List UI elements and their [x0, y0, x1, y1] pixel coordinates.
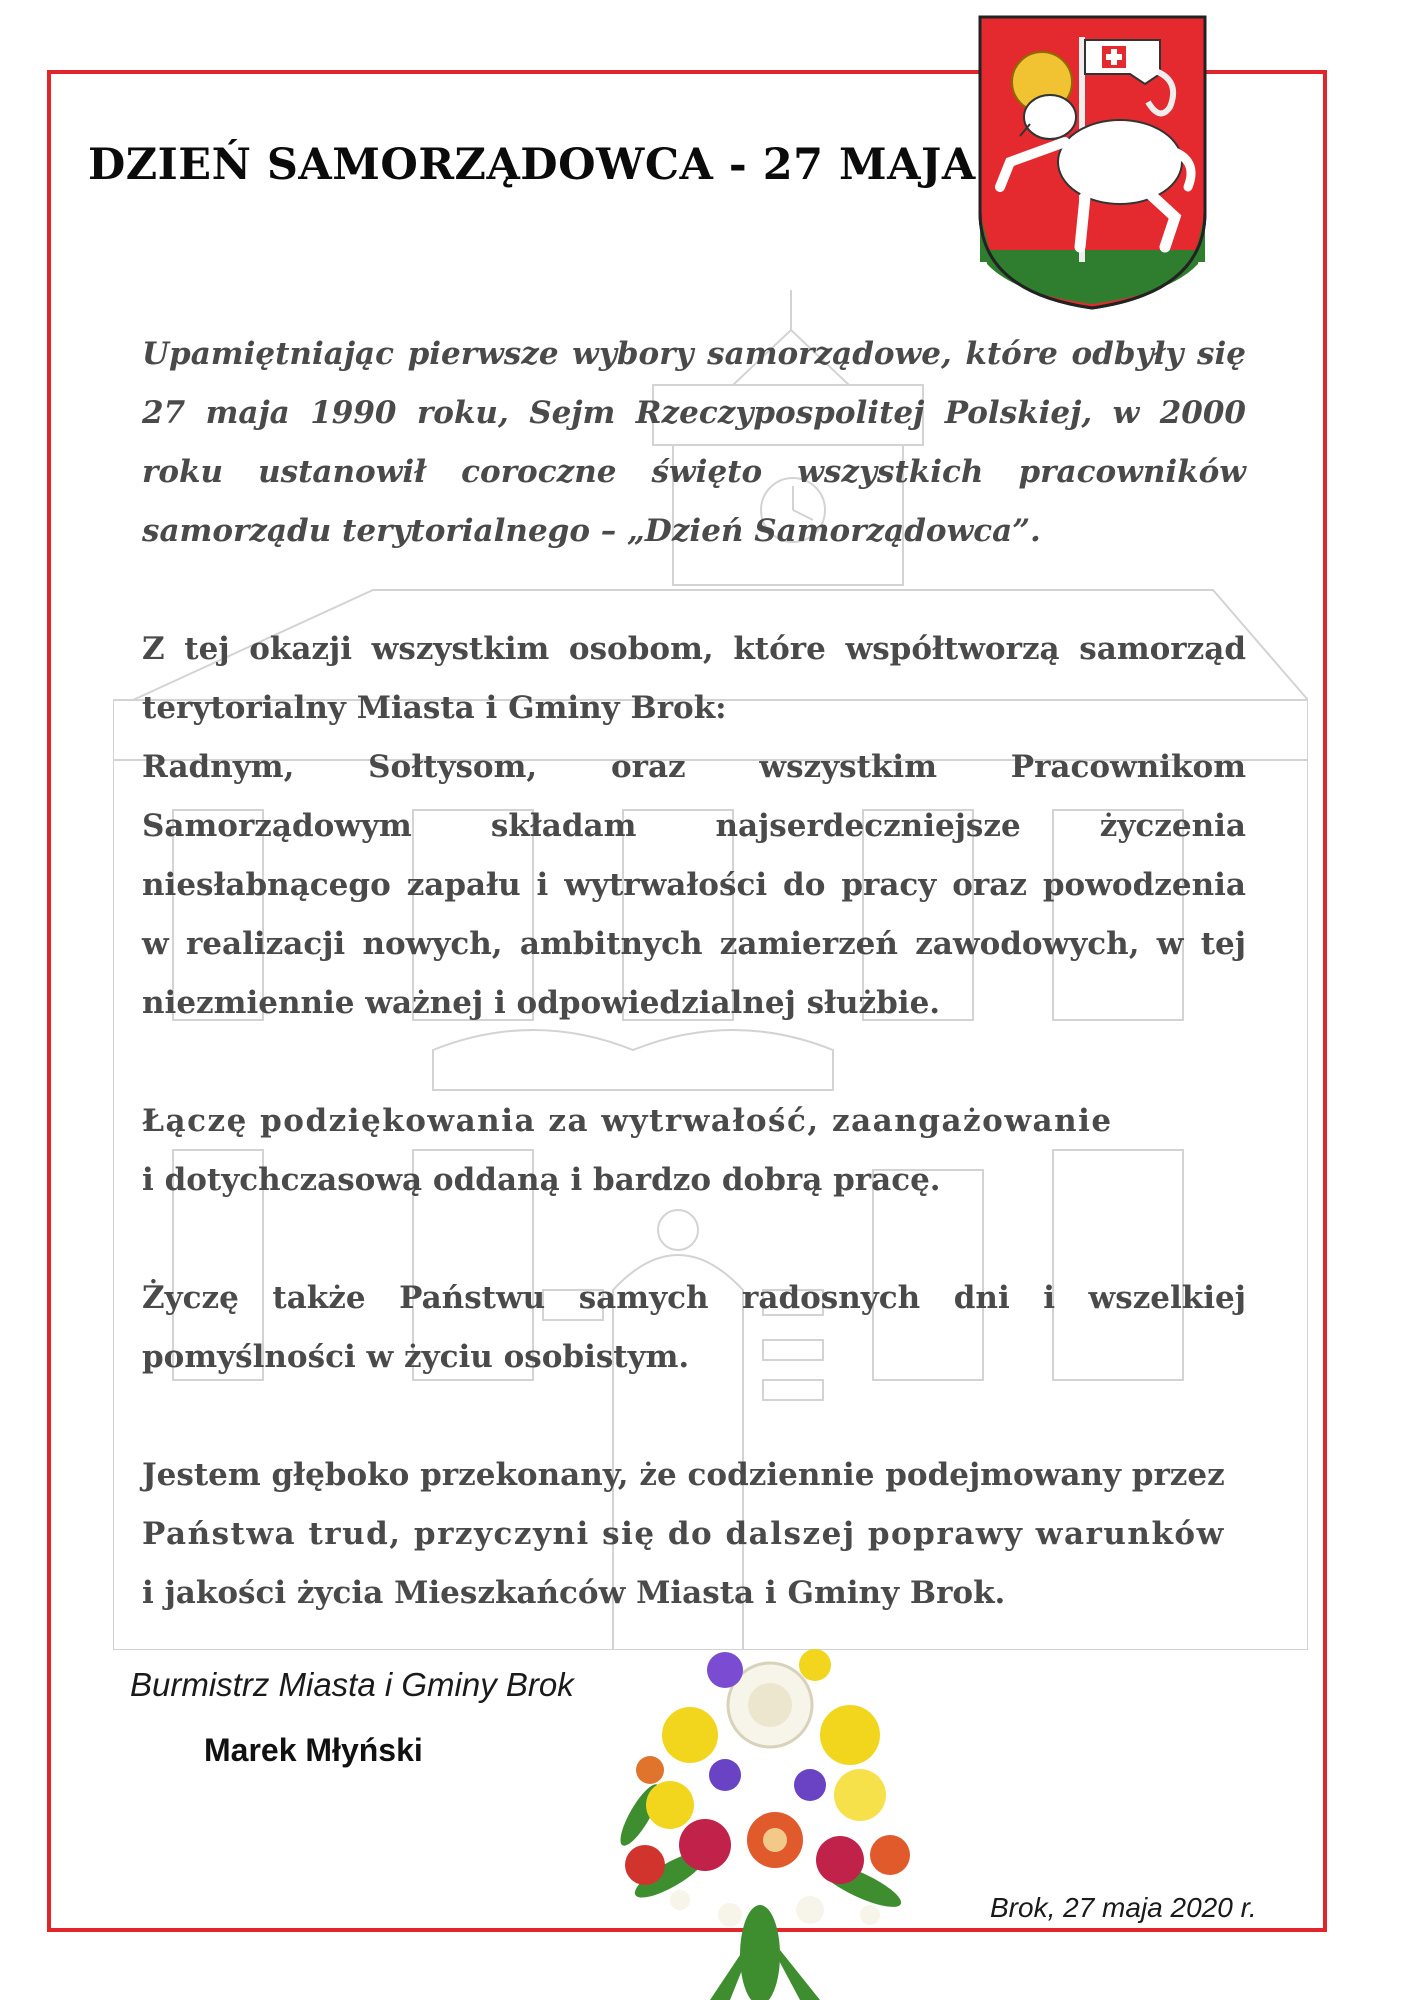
coat-of-arms-icon [970, 12, 1215, 312]
paragraph-addressees: Radnym, Sołtysom, oraz wszystkim Pracownikom [142, 749, 1246, 785]
signature-name: Marek Młyński [204, 1732, 423, 1768]
paragraph-occasion: Z tej okazji wszystkim osobom, które współtworzą samorząd terytorialny Miasta i Gminy Brok: [142, 631, 1246, 726]
letter-date: Brok, 27 maja 2020 r. [990, 1892, 1257, 1923]
paragraph-thanks-line1: Łączę podziękowania za wytrwałość, zaangażowanie [142, 1103, 1113, 1139]
paragraph-personal-wishes: Życzę także Państwu samych radosnych dni i wszelkiej pomyślności w życiu osobistym. [142, 1280, 1246, 1375]
signature-role: Burmistrz Miasta i Gminy Brok [130, 1666, 574, 1703]
letter-body [142, 325, 1246, 1623]
paragraph-conviction-line2: Państwa trud, przyczyni się do dalszej poprawy warunków [142, 1516, 1225, 1552]
paragraph-intro: 27 maja 1990 roku, Sejm Rzeczypospolitej Polskiej, w 2000 roku ustanowił coroczne święto wszystkich pracowników samorządu terytorialnego – „Dzień Samorządowca”. [142, 395, 1246, 549]
paragraph-wishes: Samorządowym składam najserdeczniejsze życzenia niesłabnącego zapału i wytrwałości do pracy oraz powodzenia w realizacji nowych, ambitnych zamierzeń zawodowych, w tej niezmiennie ważnej i odpowiedzialnej służbie. [142, 808, 1246, 1021]
flower-bouquet-icon [560, 1625, 960, 2000]
paragraph-conviction-line3: i jakości życia Mieszkańców Miasta i Gminy Brok. [142, 1575, 1006, 1611]
paragraph-conviction-line1: Jestem głęboko przekonany, że codziennie podejmowany przez [142, 1457, 1225, 1493]
page-title: DZIEŃ SAMORZĄDOWCA - 27 MAJA [88, 140, 976, 190]
paragraph-thanks-line2: i dotychczasową oddaną i bardzo dobrą pracę. [142, 1162, 941, 1198]
paragraph-intro-line: Upamiętniając pierwsze wybory samorządowe, które odbyły się [142, 336, 1246, 372]
